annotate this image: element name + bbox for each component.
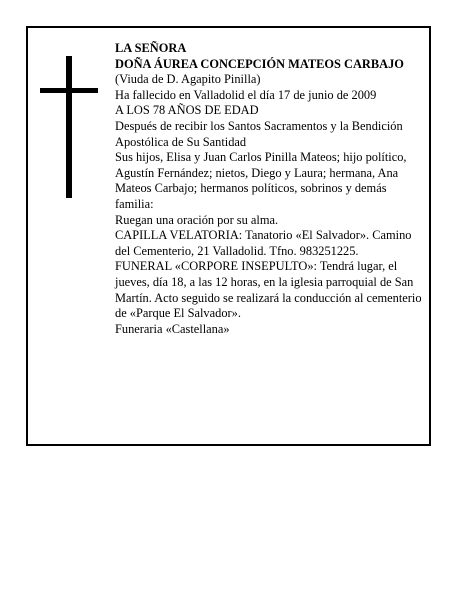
- sacraments-paragraph: Después de recibir los Santos Sacramentos y la Bendición Apostólica de Su Santidad: [115, 118, 403, 149]
- age-line: A LOS 78 AÑOS DE EDAD: [115, 103, 259, 118]
- family-paragraph: Sus hijos, Elisa y Juan Carlos Pinilla Mateos; hijo político, Agustín Fernández; nietos, Diego y Laura; hermana, Ana Mateos Carbajo; hermanos políticos, sobrinos y demás familia:: [115, 150, 407, 211]
- funeral-paragraph: FUNERAL «CORPORE INSEPULTO»: Tendrá lugar, el jueves, día 18, a las 12 horas, en la iglesia parroquial de San Martín. Acto seguido se realizará la conducción al cementerio de «Parque El Salvador».: [115, 259, 422, 321]
- funeral-home-line: Funeraria «Castellana»: [115, 321, 230, 336]
- cross-vertical-bar: [66, 56, 72, 198]
- prayer-line: Ruegan una oración por su alma.: [115, 212, 279, 227]
- obituary-notice: [26, 26, 431, 446]
- chapel-paragraph: CAPILLA VELATORIA: Tanatorio «El Salvador». Camino del Cementerio, 21 Valladolid. Tfno. 983251225.: [115, 228, 412, 258]
- widow-of-line: (Viuda de D. Agapito Pinilla): [115, 72, 261, 87]
- cross-horizontal-bar: [40, 88, 98, 93]
- deceased-name: DOÑA ÁUREA CONCEPCIÓN MATEOS CARBAJO: [115, 56, 404, 71]
- cross-icon: [40, 56, 96, 198]
- notice-heading: LA SEÑORA: [115, 41, 187, 55]
- notice-text: [115, 41, 427, 337]
- passed-away-line: Ha fallecido en Valladolid el día 17 de junio de 2009: [115, 87, 377, 102]
